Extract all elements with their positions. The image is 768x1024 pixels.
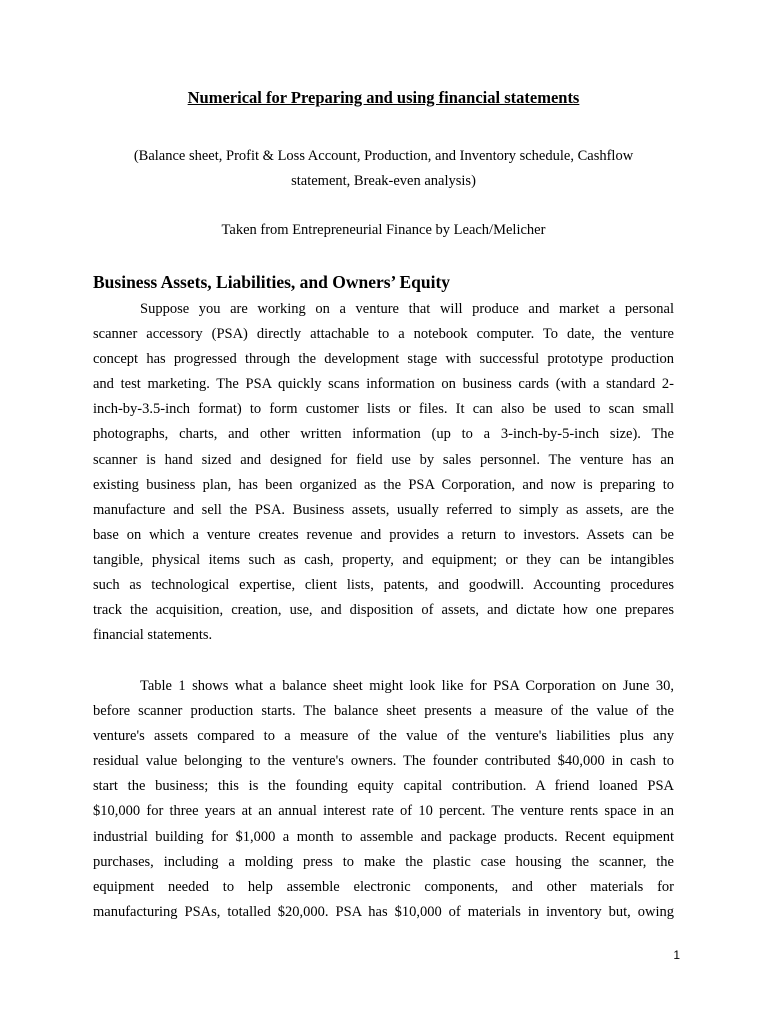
source-citation: Taken from Entrepreneurial Finance by Leach/Melicher xyxy=(221,222,546,238)
paragraph-line: equipment needed to help assemble electronic components, and other materials for xyxy=(93,878,674,895)
paragraph-line: photographs, charts, and other written information (up to a 3-inch-by-5-inch size). The xyxy=(93,426,674,443)
paragraph-line: tangible, physical items such as cash, property, and equipment; or they can be intangibles xyxy=(93,551,674,568)
paragraph-line: venture's assets compared to a measure of the value of the venture's liabilities plus any xyxy=(93,728,674,745)
page-number: 1 xyxy=(673,948,680,962)
paragraph-line: concept has progressed through the development stage with successful prototype production xyxy=(93,351,674,368)
paragraph-line: manufacturing PSAs, totalled $20,000. PSA has $10,000 of materials in inventory but, owing xyxy=(93,903,674,920)
paragraph-line: such as technological expertise, client lists, patents, and goodwill. Accounting procedures xyxy=(93,577,674,594)
paragraph-line: track the acquisition, creation, use, and disposition of assets, and dictate how one prepares xyxy=(93,602,674,619)
paragraph-line: $10,000 for three years at an annual interest rate of 10 percent. The venture rents space in an xyxy=(93,803,674,820)
subtitle-line: (Balance sheet, Profit & Loss Account, Production, and Inventory schedule, Cashflow xyxy=(133,148,634,164)
paragraph-line: existing business plan, has been organized as the PSA Corporation, and now is preparing to xyxy=(93,476,674,493)
paragraph-line: start the business; this is the founding equity capital contribution. A friend loaned PSA xyxy=(93,778,674,795)
paragraph-line: financial statements. xyxy=(93,627,213,644)
paragraph-line: manufacture and sell the PSA. Business assets, usually referred to simply as assets, are the xyxy=(93,501,674,518)
paragraph-line: inch-by-3.5-inch format) to form customer lists or files. It can also be used to scan small xyxy=(93,401,674,418)
subtitle-line: statement, Break-even analysis) xyxy=(291,172,476,189)
paragraph-line: scanner is hand sized and designed for field use by sales personnel. The venture has an xyxy=(93,451,674,468)
document-title: Numerical for Preparing and using financial statements xyxy=(187,88,580,107)
paragraph-line: scanner accessory (PSA) directly attachable to a notebook computer. To date, the venture xyxy=(93,326,674,343)
paragraph-balance-sheet xyxy=(93,674,674,925)
paragraph-line: residual value belonging to the venture's owners. The founder contributed $40,000 in cash to xyxy=(93,753,674,770)
paragraph-line: Suppose you are working on a venture that will produce and market a personal xyxy=(140,301,674,317)
paragraph-line: before scanner production starts. The balance sheet presents a measure of the value of the xyxy=(93,703,674,720)
paragraph-intro xyxy=(93,297,674,648)
paragraph-line: base on which a venture creates revenue and provides a return to investors. Assets can be xyxy=(93,526,674,543)
paragraph-line: Table 1 shows what a balance sheet might look like for PSA Corporation on June 30, xyxy=(140,678,674,694)
paragraph-line: purchases, including a molding press to make the plastic case housing the scanner, the xyxy=(93,853,674,870)
document-subtitle xyxy=(93,144,674,193)
paragraph-line: and test marketing. The PSA quickly scans information on business cards (with a standard 2- xyxy=(93,376,674,393)
paragraph-line: industrial building for $1,000 a month to assemble and package products. Recent equipment xyxy=(93,828,674,845)
section-heading: Business Assets, Liabilities, and Owners’ Equity xyxy=(93,272,451,292)
